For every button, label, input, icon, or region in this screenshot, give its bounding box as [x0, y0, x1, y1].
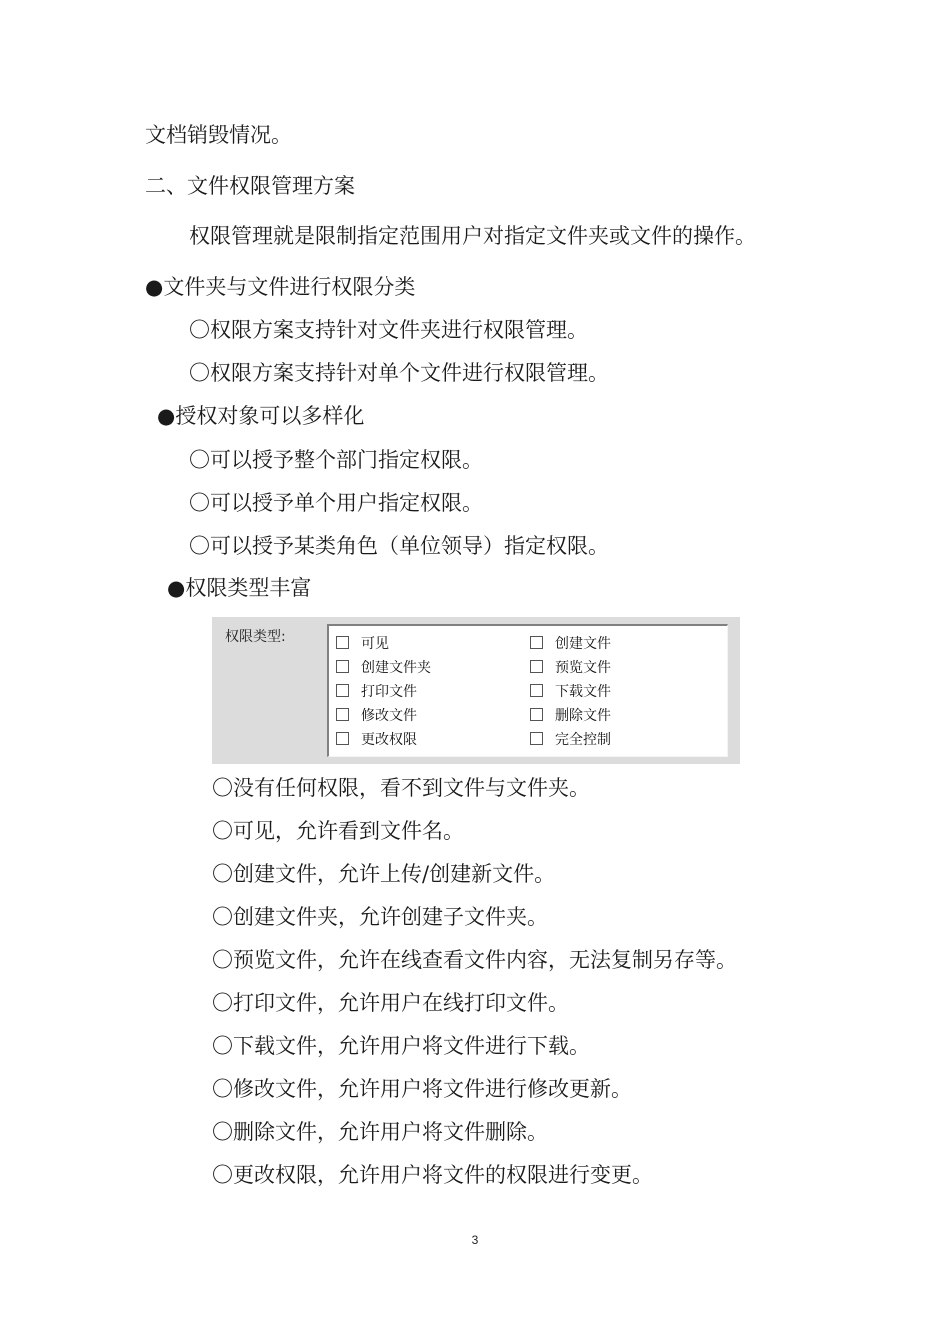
checkbox[interactable] — [336, 636, 349, 649]
list-item: 〇可以授予整个部门指定权限。 — [189, 448, 483, 472]
checkbox[interactable] — [336, 660, 349, 673]
bullet-authorization-targets: ●授权对象可以多样化 — [157, 404, 365, 428]
checkbox[interactable] — [530, 660, 543, 673]
page-number: 3 — [471, 1233, 479, 1247]
list-item: 〇权限方案支持针对单个文件进行权限管理。 — [189, 361, 609, 385]
list-item: 〇没有任何权限，看不到文件与文件夹。 — [212, 776, 590, 800]
list-item: 〇打印文件，允许用户在线打印文件。 — [212, 991, 569, 1015]
permission-checkbox-list — [327, 624, 728, 757]
list-item: 〇修改文件，允许用户将文件进行修改更新。 — [212, 1077, 632, 1101]
checkbox[interactable] — [530, 708, 543, 721]
permission-create-file[interactable]: 创建文件 — [530, 633, 611, 653]
list-item: 〇可见，允许看到文件名。 — [212, 819, 464, 843]
list-item: 〇下载文件，允许用户将文件进行下载。 — [212, 1034, 590, 1058]
checkbox[interactable] — [336, 684, 349, 697]
bullet-permission-types: ●权限类型丰富 — [167, 576, 312, 600]
permission-change-permissions[interactable]: 更改权限 — [336, 729, 417, 749]
list-item: 〇创建文件夹，允许创建子文件夹。 — [212, 905, 548, 929]
section-heading: 二、文件权限管理方案 — [145, 174, 355, 198]
list-item: 〇更改权限，允许用户将文件的权限进行变更。 — [212, 1163, 653, 1187]
section-intro: 权限管理就是限制指定范围用户对指定文件夹或文件的操作。 — [189, 224, 756, 248]
list-item: 〇删除文件，允许用户将文件删除。 — [212, 1120, 548, 1144]
checkbox[interactable] — [530, 732, 543, 745]
list-item: 〇创建文件，允许上传/创建新文件。 — [212, 862, 556, 886]
list-item: 〇可以授予某类角色（单位领导）指定权限。 — [189, 534, 609, 558]
permission-create-folder[interactable]: 创建文件夹 — [336, 657, 431, 677]
checkbox[interactable] — [336, 732, 349, 745]
permission-type-panel — [212, 617, 740, 764]
checkbox[interactable] — [530, 636, 543, 649]
permission-type-label: 权限类型: — [225, 629, 286, 645]
permission-download-file[interactable]: 下载文件 — [530, 681, 611, 701]
list-item: 〇可以授予单个用户指定权限。 — [189, 491, 483, 515]
checkbox[interactable] — [530, 684, 543, 697]
permission-modify-file[interactable]: 修改文件 — [336, 705, 417, 725]
permission-visible[interactable]: 可见 — [336, 633, 389, 653]
checkbox[interactable] — [336, 708, 349, 721]
bullet-folder-file-classification: ●文件夹与文件进行权限分类 — [145, 275, 416, 299]
permission-preview-file[interactable]: 预览文件 — [530, 657, 611, 677]
list-item: 〇预览文件，允许在线查看文件内容，无法复制另存等。 — [212, 948, 737, 972]
permission-full-control[interactable]: 完全控制 — [530, 729, 611, 749]
list-item: 〇权限方案支持针对文件夹进行权限管理。 — [189, 318, 588, 342]
permission-print-file[interactable]: 打印文件 — [336, 681, 417, 701]
intro-tail-text: 文档销毁情况。 — [145, 123, 292, 147]
permission-delete-file[interactable]: 删除文件 — [530, 705, 611, 725]
